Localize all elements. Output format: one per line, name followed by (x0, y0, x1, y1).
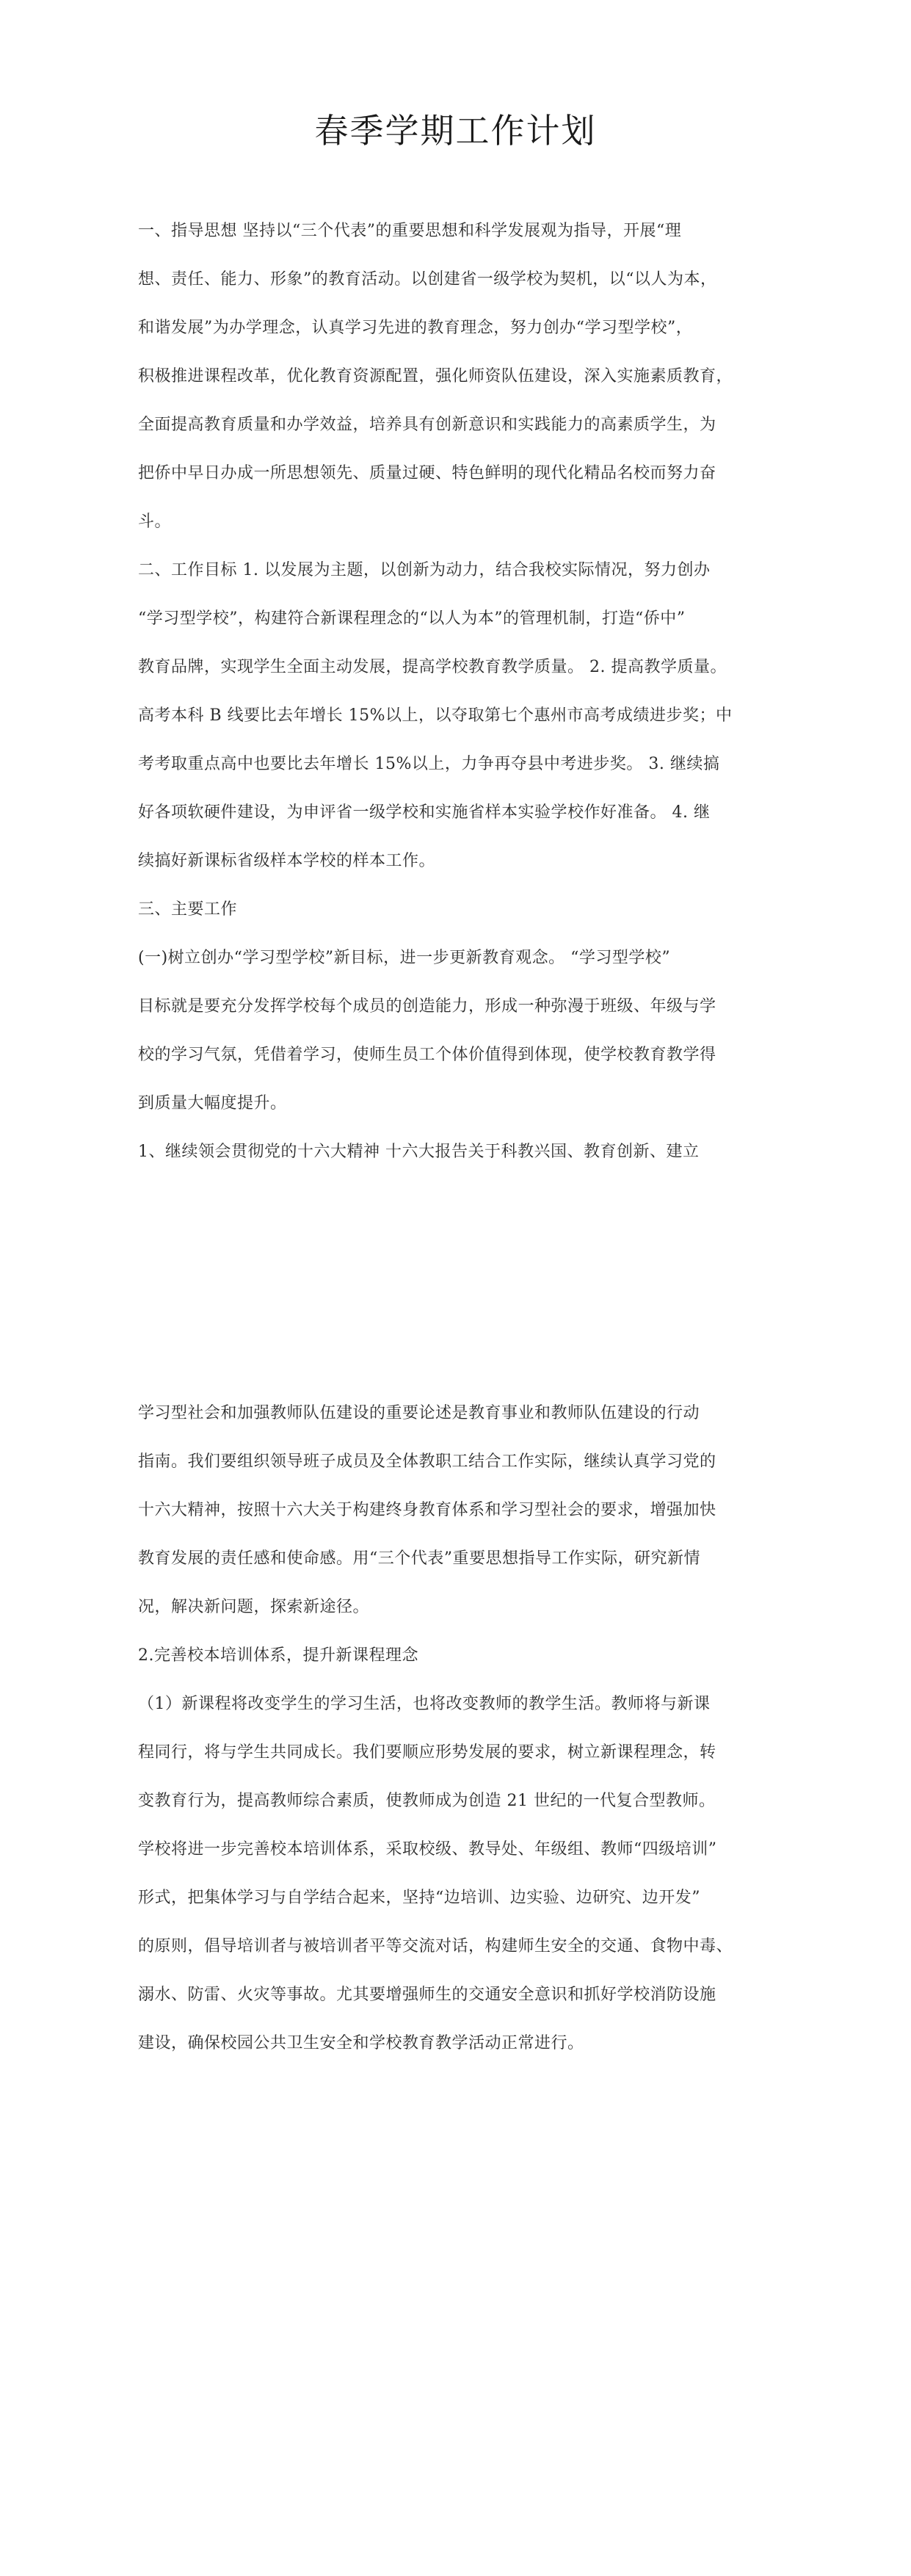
body-text-page-2 (138, 1389, 784, 2068)
document-title: 春季学期工作计划 (314, 111, 597, 151)
text-line: 斗。 (138, 513, 172, 531)
text-line: 溺水、防雷、火灾等事故。尤其要增强师生的交通安全意识和抓好学校消防设施 (138, 1986, 716, 2004)
text-line: 续搞好新课标省级样本学校的样本工作。 (138, 852, 436, 870)
text-line: 把侨中早日办成一所思想领先、质量过硬、特色鲜明的现代化精品名校而努力奋 (138, 464, 716, 482)
text-line: 考考取重点高中也要比去年增长 15%以上，力争再夺县中考进步奖。 3. 继续搞 (138, 755, 720, 773)
text-line: 教育发展的责任感和使命感。用“三个代表”重要思想指导工作实际，研究新情 (138, 1549, 700, 1568)
text-line: 校的学习气氛，凭借着学习，使师生员工个体价值得到体现，使学校教育教学得 (138, 1046, 716, 1064)
text-line: 学习型社会和加强教师队伍建设的重要论述是教育事业和教师队伍建设的行动 (138, 1404, 700, 1422)
text-line: 想、责任、能力、形象”的教育活动。以创建省一级学校为契机，以“以人为本， (138, 270, 717, 289)
text-line: 况，解决新问题，探索新途径。 (138, 1598, 370, 1616)
text-line: 和谐发展”为办学理念，认真学习先进的教育理念，努力创办“学习型学校”， (138, 319, 693, 337)
text-line: 到质量大幅度提升。 (138, 1094, 287, 1112)
text-line: 积极推进课程改革，优化教育资源配置，强化师资队伍建设，深入实施素质教育， (138, 367, 733, 386)
text-line: 二、工作目标 1. 以发展为主题，以创新为动力，结合我校实际情况，努力创办 (138, 561, 711, 579)
body-text-page-1 (138, 207, 784, 1176)
text-line: 2.完善校本培训体系，提升新课程理念 (138, 1646, 418, 1665)
text-line: (一)树立创办“学习型学校”新目标，进一步更新教育观念。 “学习型学校” (138, 949, 671, 967)
text-line: 学校将进一步完善校本培训体系，采取校级、教导处、年级组、教师“四级培训” (138, 1840, 717, 1859)
text-line: 一、指导思想 坚持以“三个代表”的重要思想和科学发展观为指导，开展“理 (138, 222, 682, 240)
text-line: 好各项软硬件建设，为申评省一级学校和实施省样本实验学校作好准备。 4. 继 (138, 803, 711, 822)
text-line: 高考本科 B 线要比去年增长 15%以上，以夺取第七个惠州市高考成绩进步奖；中 (138, 706, 733, 725)
text-line: 建设，确保校园公共卫生安全和学校教育教学活动正常进行。 (138, 2034, 584, 2052)
text-line: （1）新课程将改变学生的学习生活，也将改变教师的教学生活。教师将与新课 (138, 1695, 711, 1713)
text-line: 形式，把集体学习与自学结合起来，坚持“边培训、边实验、边研究、边开发” (138, 1889, 700, 1907)
text-line: 教育品牌，实现学生全面主动发展，提高学校教育教学质量。 2. 提高教学质量。 (138, 658, 727, 676)
text-line: 的原则，倡导培训者与被培训者平等交流对话，构建师生安全的交通、食物中毒、 (138, 1937, 733, 1955)
text-line: 三、主要工作 (138, 900, 238, 919)
text-line: 程同行，将与学生共同成长。我们要顺应形势发展的要求，树立新课程理念，转 (138, 1743, 716, 1762)
text-line: 变教育行为，提高教师综合素质，使教师成为创造 21 世纪的一代复合型教师。 (138, 1792, 716, 1810)
text-line: 1、继续领会贯彻党的十六大精神 十六大报告关于科教兴国、教育创新、建立 (138, 1143, 700, 1161)
text-line: 全面提高教育质量和办学效益，培养具有创新意识和实践能力的高素质学生，为 (138, 416, 716, 434)
text-line: 十六大精神，按照十六大关于构建终身教育体系和学习型社会的要求，增强加快 (138, 1501, 716, 1519)
text-line: 指南。我们要组织领导班子成员及全体教职工结合工作实际，继续认真学习党的 (138, 1452, 716, 1471)
text-line: 目标就是要充分发挥学校每个成员的创造能力，形成一种弥漫于班级、年级与学 (138, 997, 716, 1016)
text-line: “学习型学校”，构建符合新课程理念的“以人为本”的管理机制，打造“侨中” (138, 609, 686, 628)
